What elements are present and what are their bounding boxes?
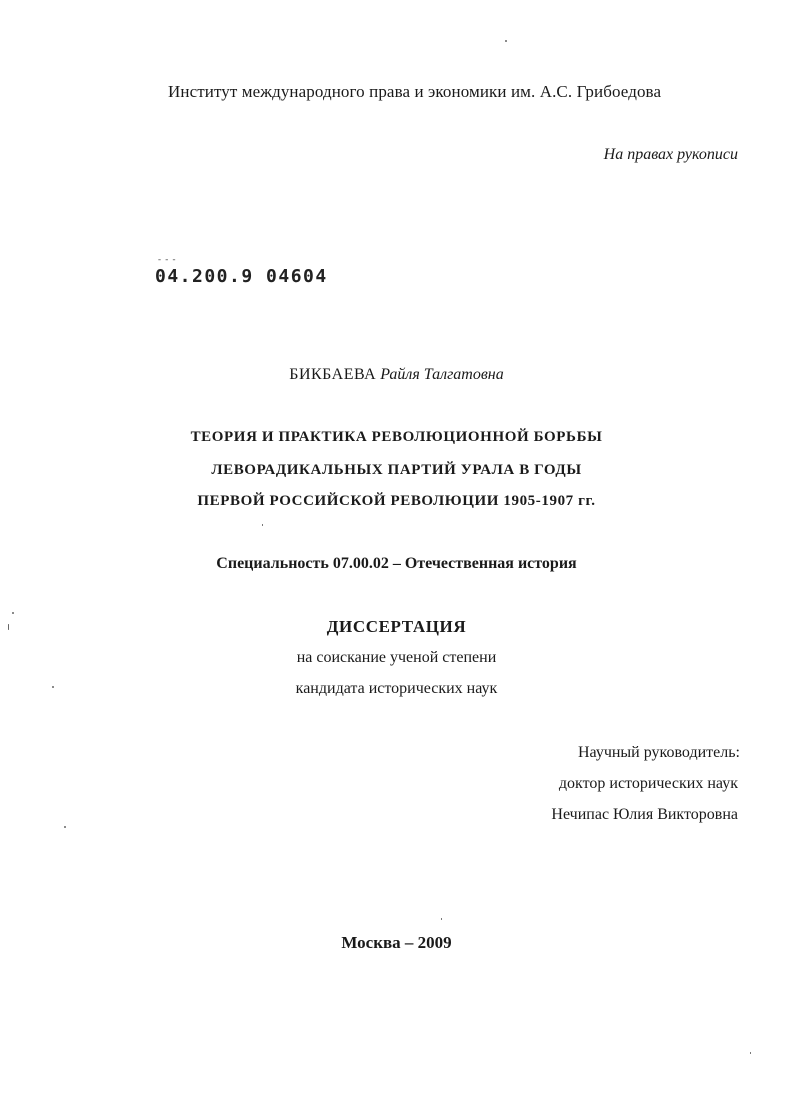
author-name	[0, 367, 793, 383]
scan-speck	[64, 826, 66, 828]
scan-speck	[750, 1052, 751, 1054]
city-year: Москва – 2009	[341, 933, 452, 952]
specialty: Специальность 07.00.02 – Отечественная история	[216, 555, 577, 572]
supervisor-label: Научный руководитель:	[577, 744, 740, 761]
scan-speck	[12, 612, 14, 614]
library-stamp-number: 04.200.9 04604	[155, 266, 328, 287]
title-line-1: ТЕОРИЯ И ПРАКТИКА РЕВОЛЮЦИОННОЙ БОРЬБЫ	[190, 429, 603, 445]
scan-speck	[441, 918, 442, 920]
supervisor-degree: доктор исторических наук	[558, 775, 738, 792]
author-surname: БИКБАЕВА	[289, 366, 377, 383]
scan-speck	[52, 686, 54, 688]
degree-line-2: кандидата исторических наук	[295, 680, 498, 697]
scan-speck	[8, 624, 9, 630]
institute-name: Институт международного права и экономики им. А.С. Грибоедова	[168, 82, 662, 101]
degree-line-1: на соискание ученой степени	[296, 649, 497, 666]
library-stamp-mark: - - -	[158, 254, 177, 264]
dissertation-label: ДИССЕРТАЦИЯ	[326, 617, 467, 636]
scan-speck	[505, 40, 507, 42]
author-given-names: Райля Талгатовна	[380, 366, 504, 383]
supervisor-name: Нечипас Юлия Викторовна	[551, 806, 738, 823]
title-line-2: ЛЕВОРАДИКАЛЬНЫХ ПАРТИЙ УРАЛА В ГОДЫ	[211, 462, 582, 478]
title-line-3: ПЕРВОЙ РОССИЙСКОЙ РЕВОЛЮЦИИ 1905-1907 гг.	[197, 493, 596, 509]
manuscript-note: На правах рукописи	[603, 146, 738, 163]
scan-speck	[262, 524, 263, 526]
